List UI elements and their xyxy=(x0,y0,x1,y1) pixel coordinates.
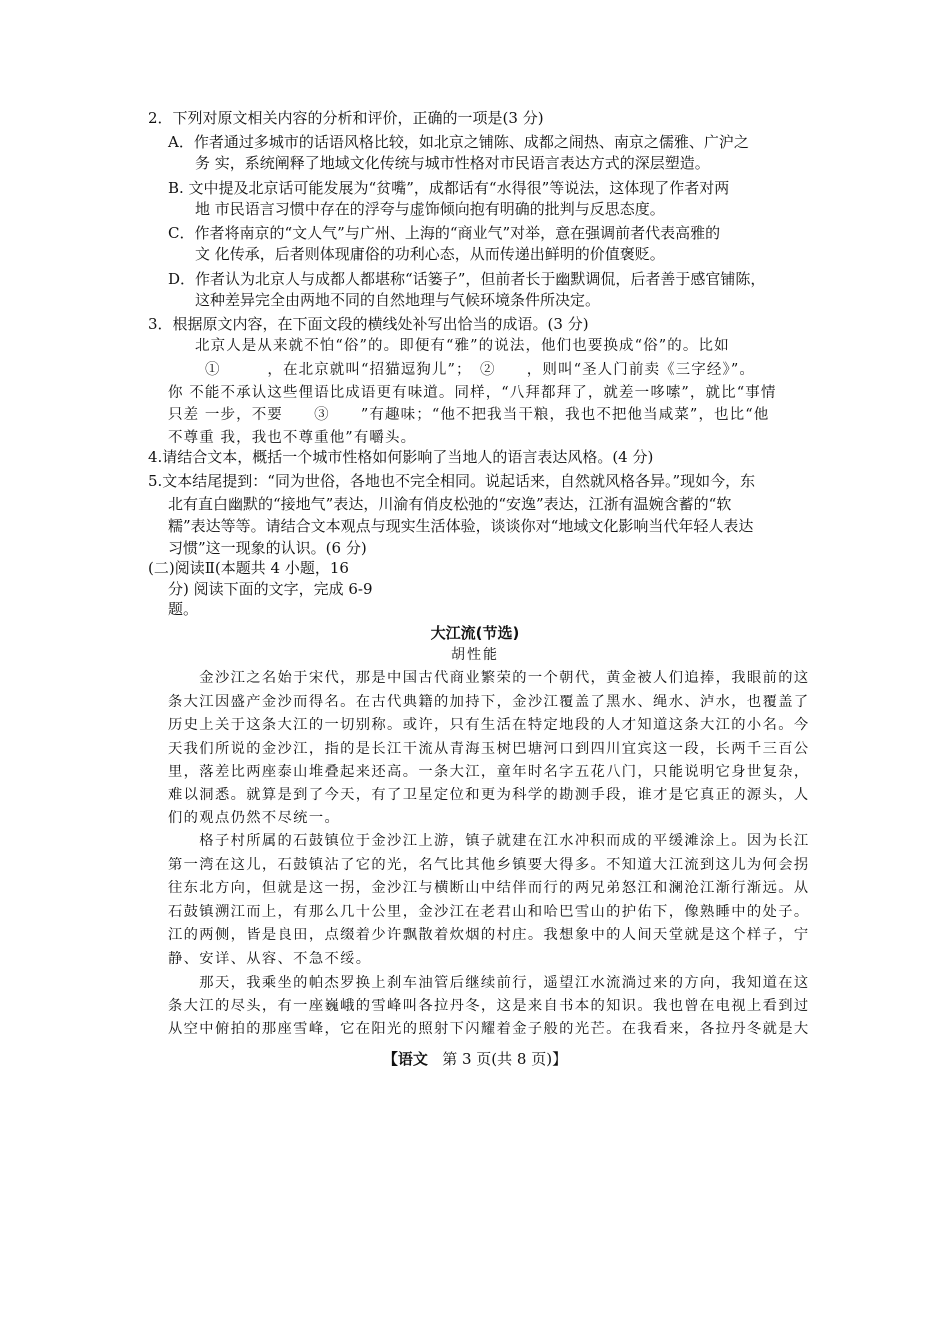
article-line: 第一湾在这儿，石鼓镇沾了它的光，名气比其他乡镇要大得多。不知道大江流到这儿为何会拐 xyxy=(168,857,810,873)
article-title: 大江流(节选) xyxy=(430,624,520,642)
article-line: 条大江的尽头，有一座巍峨的雪峰叫各拉丹冬，这是来自书本的知识。我也曾在电视上看到过 xyxy=(168,998,810,1014)
page-footer xyxy=(0,1049,950,1069)
article-line: 天我们所说的金沙江，指的是长江干流从青海玉树巴塘河口到四川宜宾这一段，长两千三百公 xyxy=(168,741,810,757)
q3-passage-line: 只差 一步，不要 ③ ”有趣味；“他不把我当干粮，我也不把他当咸菜”，也比“他 xyxy=(168,407,770,423)
article-line: 静、安详、从容、不急不绥。 xyxy=(168,951,372,967)
q5-line: 5.文本结尾提到：“同为世俗，各地也不完全相同。说起话来，自然就风格各异。”现如今，东 xyxy=(148,472,756,490)
q3-stem: 3．根据原文内容，在下面文段的横线处补写出恰当的成语。(3 分) xyxy=(148,315,589,333)
q2-option-d-line2: 这种差异完全由两地不同的自然地理与气候环境条件所决定。 xyxy=(195,291,601,309)
article-line: 从空中俯拍的那座雪峰，它在阳光的照射下闪耀着金子般的光芒。在我看来，各拉丹冬就是大 xyxy=(168,1021,810,1037)
q2-option-a-line2: 务 实，系统阐释了地域文化传统与城市性格对市民语言表达方式的深层塑造。 xyxy=(195,154,710,172)
article-line: 往东北方向，但就是这一拐，金沙江与横断山中结伴而行的两兄弟怒江和澜沧江渐行渐远。从 xyxy=(168,880,810,896)
q2-stem: 2．下列对原文相关内容的分析和评价，正确的一项是(3 分) xyxy=(148,109,544,127)
q2-option-b-line1: B. 文中提及北京话可能发展为“贫嘴”，成都话有“水得很”等说法，这体现了作者对两 xyxy=(168,179,730,197)
q3-passage-line: 不尊重 我，我也不尊重他”有嚼头。 xyxy=(168,430,417,446)
article-line: 历史上关于这条大江的一切别称。或许，只有生活在特定地段的人才知道这条大江的小名。今 xyxy=(168,717,810,733)
section2-heading-line: 题。 xyxy=(168,600,199,618)
q3-passage-line: 北京人是从来就不怕“俗”的。即便有“雅”的说法，他们也要换成“俗”的。比如 xyxy=(195,338,730,354)
article-line: 石鼓镇溯江而上，有那么几十公里，金沙江在老君山和哈巴雪山的护佑下，像熟睡中的处子。 xyxy=(168,904,810,920)
section2-heading-line: 分) 阅读下面的文字，完成 6-9 xyxy=(168,580,373,598)
q5-line: 习惯”这一现象的认识。(6 分) xyxy=(168,539,367,557)
q2-option-a-line1: A．作者通过多城市的话语风格比较，如北京之铺陈、成都之闹热、南京之儒雅、广沪之 xyxy=(168,133,749,151)
q2-option-c-line2: 文 化传承，后者则体现庸俗的功利心态，从而传递出鲜明的价值褒贬。 xyxy=(195,245,665,263)
q3-passage-line: 你 不能不承认这些俚语比成语更有味道。同样，“八拜都拜了，就差一哆嗦”，就比“事情 xyxy=(168,385,777,401)
article-line: 金沙江之名始于宋代，那是中国古代商业繁荣的一个朝代，黄金被人们追捧，我眼前的这 xyxy=(168,670,810,686)
article-line: 们的观点仍然不尽统一。 xyxy=(168,810,341,826)
article-author: 胡性能 xyxy=(451,647,499,663)
article-line: 条大江因盛产金沙而得名。在古代典籍的加持下，金沙江覆盖了黑水、绳水、泸水，也覆盖了 xyxy=(168,694,810,710)
article-line: 格子村所属的石鼓镇位于金沙江上游，镇子就建在江水冲积而成的平缓滩涂上。因为长江 xyxy=(168,833,810,849)
footer-subject: 【语文 xyxy=(382,1050,428,1068)
q3-passage-line: ① ，在北京就叫“招猫逗狗儿”； ② ，则叫“圣人门前卖《三字经》”。 xyxy=(205,362,755,378)
article-line: 江的两侧，皆是良田，点缀着少许飘散着炊烟的村庄。我想象中的人间天堂就是这个样子，宁 xyxy=(168,927,810,943)
q5-line: 糯”表达等等。请结合文本观点与现实生活体验，谈谈你对“地域文化影响当代年轻人表达 xyxy=(168,517,754,535)
q4-stem: 4.请结合文本，概括一个城市性格如何影响了当地人的语言表达风格。(4 分) xyxy=(148,448,654,466)
section2-heading-line: (二)阅读Ⅱ(本题共 4 小题，16 xyxy=(148,559,349,577)
q2-option-d-line1: D．作者认为北京人与成都人都堪称“话篓子”，但前者长于幽默调侃，后者善于感官铺陈， xyxy=(168,270,766,288)
q2-option-c-line1: C．作者将南京的“文人气”与广州、上海的“商业气”对举，意在强调前者代表高雅的 xyxy=(168,224,721,242)
article-line: 那天，我乘坐的帕杰罗换上刹车油管后继续前行，遥望江水流淌过来的方向，我知道在这 xyxy=(168,975,810,991)
q2-option-b-line2: 地 市民语言习惯中存在的浮夸与虚饰倾向抱有明确的批判与反思态度。 xyxy=(195,200,665,218)
article-line: 难以洞悉。就算是到了今天，有了卫星定位和更为科学的勘测手段，谁才是它真正的源头，人 xyxy=(168,787,810,803)
footer-page-info: 第 3 页(共 8 页)】 xyxy=(442,1050,568,1068)
q5-line: 北有直白幽默的“接地气”表达，川渝有俏皮松弛的“安逸”表达，江浙有温婉含蓄的“软 xyxy=(168,495,732,513)
article-line: 里，落差比两座泰山堆叠起来还高。一条大江，童年时名字五花八门，只能说明它身世复杂， xyxy=(168,764,810,780)
